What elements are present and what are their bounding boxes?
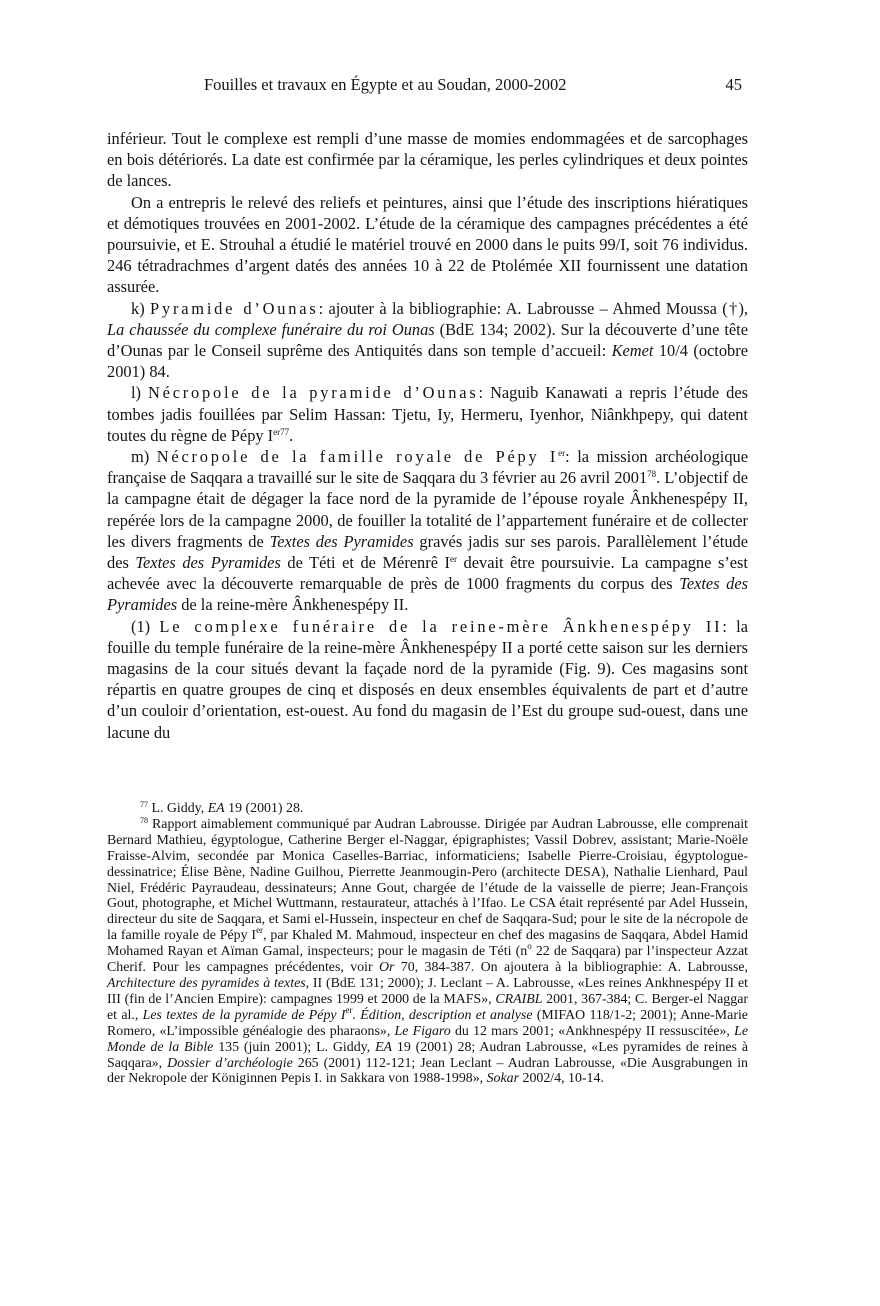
body-text [107,128,748,743]
item-letter: l) [131,383,148,403]
footnote-mark: 77 [140,800,148,809]
paragraph-1: inférieur. Tout le complexe est rempli d’une masse de momies endommagées et de sarcophages en bois détériorés. La date est confirmée par la céramique, les perles cylindriques et deux pointes de lances. [107,129,748,191]
item-number: (1) [131,616,160,636]
section-heading: Le complexe funéraire de la reine-mère Ânkhenespépy II [159,616,723,636]
page-number: 45 [725,75,742,94]
footnote-78: $^{78}$ Rapport aimablement communiqué par Audran Labrousse. Dirigée par Audran Labrousse, elle comprenait Bernard Mathieu, égyptologue, Catherine Berger el-Naggar, épigraphistes; Vassil Dobrev, assistant; Marie-Noële Fraisse-Alvim, secondée par Monica Caselles-Barriac, informaticiens; Isabelle Pierre-Croisiau, égyptologue-dessinatrice; Élise Bène, Nadine Guilhou, Pierrette Jeanmougin-Pero (architecte DESA), Nathalie Lienhard, Paul Niel, Frédéric Payraudeau, dessinateurs; Anne Gout, chargée de l’étude de la vaisselle de pierre; Jean-François Gout, photographe, et Michel Wuttmann, restaurateur, attachés à l’Ifao. Le CSA était représenté par Adel Hussein, directeur du site de Saqqara, et Sami el-Hussein, inspecteur en chef de Saqqara-Sud; pour le site de la nécropole de la famille royale de Pépy Ier, par Khaled M. Mahmoud, inspecteur en chef des magasins de Saqqara, Abdel Hamid Mohamed Rayan et Aïman Gamal, inspecteurs; pour le magasin de Téti ($n^o$ 22 de Saqqara) par l’inspecteur Azzat Cherif. Pour les campagnes précédentes, voir Or 70, 384-387. On ajoutera à la bibliographie: A. Labrousse, Architecture des pyramides à textes, II (BdE 131; 2000); J. Leclant – A. Labrousse, «Les reines Ankhnespépy II et III (fin de l’Ancien Empire): campagnes 1999 et 2000 de la MAFS», CRAIBL 2001, 367-384; C. Berger-el Naggar et al., Les textes de la pyramide de Pépy Ier. Édition, description et analyse (MIFAO 118/1-2; 2001); Anne-Marie Romero, «L’impossible généalogie des pharaons», Le Figaro du 12 mars 2001; «Ankhnespépy II ressuscitée», Le Monde de la Bible 135 (juin 2001); L. Giddy, EA 19 (2001) 28; Audran Labrousse, «Les pyramides de reines à Saqqara», Dossier d’archéologie 265 (2001) 112-121; Jean Leclant – Audran Labrousse, «Die Ausgrabungen in der Nekropole der Königinnen Pepis I. in Sakkara von 1988-1998», Sokar 2002/4, 10-14. [107,815,749,1087]
item-letter: k) [131,298,151,318]
footnote-mark: 78 [140,815,148,825]
section-heading: Nécropole de la famille royale de Pépy I [156,447,559,467]
running-head [108,75,756,99]
section-heading: Pyramide d’Ounas [150,298,319,318]
paragraph-2: On a entrepris le relevé des reliefs et peintures, ainsi que l’étude des inscriptions hiératiques et démotiques trouvées en 2001-2002. L’étude de la céramique des campagnes précédentes a été poursuivie, et E. Strouhal a étudié le matériel trouvé en 2000 dans le puits 99/I, soit 76 individus. 246 tétradrachmes d’argent datés des années 10 à 22 de Ptolémée XII fournissent une datation assurée. [107,192,748,297]
paragraph-1-complexe-funeraire: (1) Le complexe funéraire de la reine-mère Ânkhenespépy II: la fouille du temple funéraire de la reine-mère Ânkhenespépy II a porté cette saison sur les derniers magasins de la cour situés devant la façade nord de la pyramide (Fig. 9). Ces magasins sont répartis en quatre groupes de cinq et disposés en deux ensembles équivalents de part et d’autre d’un couloir d’orientation, est-ouest. Au fond du magasin de l’Est du groupe sud-ouest, dans une lacune du [107,616,749,742]
paragraph-k-pyramide-ounas: k) Pyramide d’Ounas: ajouter à la bibliographie: A. Labrousse – Ahmed Moussa (†), La chaussée du complexe funéraire du roi Ounas (BdE 134; 2002). Sur la découverte d’une tête d’Ounas par le Conseil suprême des Antiquités dans son temple d’accueil: Kemet 10/4 (octobre 2001) 84. [107,298,749,382]
section-heading: Nécropole de la pyramide d’Ounas [148,383,479,403]
paragraph-m-famille-royale: m) Nécropole de la famille royale de Pépy Ier: la mission archéologique française de Saqqara a travaillé sur le site de Saqqara du 3 février au 26 avril 2001$^{78}$. L’objectif de la campagne était de dégager la face nord de la pyramide de l’épouse royale Ânkhenespépy II, repérée lors de la campagne 2000, de fouiller la totalité de l’appartement funéraire et de collecter les divers fragments de Textes des Pyramides gravés jadis sur ses parois. Parallèlement l’étude des Textes des Pyramides de Téti et de Mérenrê Ier devait être poursuivie. La campagne s’est achevée avec la découverte remarquable de près de 1000 fragments du corpus des Textes des Pyramides de la reine-mère Ânkhenespépy II. [107,447,748,615]
paragraph-l-necropole-ounas: l) Nécropole de la pyramide d’Ounas: Naguib Kanawati a repris l’étude des tombes jadis fouillées par Selim Hassan: Tjetu, Iy, Hermeru, Iyenhor, Niânkhpepy, qui datent toutes du règne de Pépy $I^{er77}$. [107,383,748,445]
footnote-77: $^{77}$ L. Giddy, EA 19 (2001) 28. [140,800,304,816]
running-title: Fouilles et travaux en Égypte et au Soudan, 2000-2002 [204,75,567,94]
item-letter: m) [131,447,157,467]
footnote-ref-78: 78 [647,469,657,480]
footnotes [107,801,748,1087]
footnote-ref-77: er77 [273,426,290,437]
